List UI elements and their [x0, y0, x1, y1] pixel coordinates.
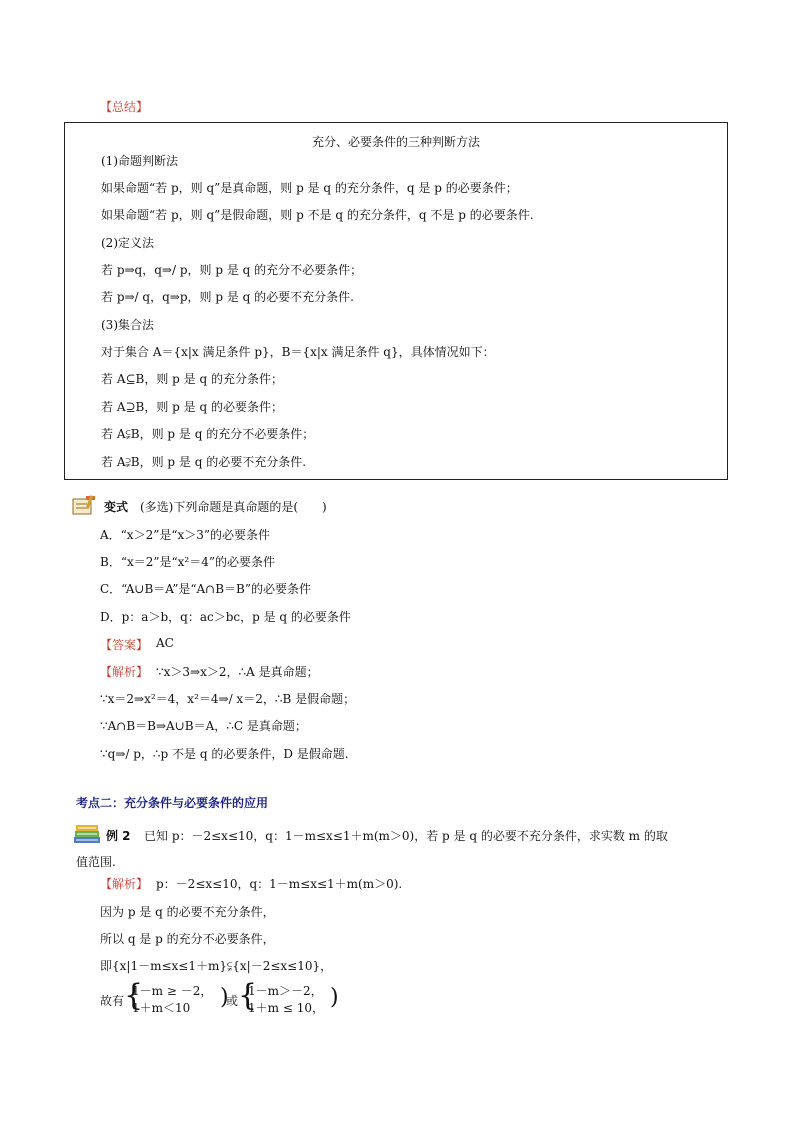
- system1-row1: 1－m ≥ －2，: [132, 984, 213, 998]
- box-line: 若 A⫋B，则 p 是 q 的充分不必要条件；: [101, 427, 315, 441]
- box-line: 若 A⫌B，则 p 是 q 的必要不充分条件.: [101, 455, 307, 469]
- box-line: 若 A⊆B，则 p 是 q 的充分条件；: [101, 372, 283, 386]
- example-label: 例 2: [106, 829, 131, 843]
- analysis-tag: 【解析】: [100, 665, 149, 679]
- analysis-line: ∵x＝2⇒x²＝4，x²＝4⇒/ x＝2，∴B 是假命题；: [100, 692, 356, 706]
- example-analysis-first: p：－2≤x≤10，q：1－m≤x≤1＋m(m＞0).: [156, 877, 403, 891]
- note-pencil-icon: [72, 494, 98, 516]
- example-text-line1: 已知 p：－2≤x≤10，q：1－m≤x≤1＋m(m＞0)，若 p 是 q 的必要不充分条件，求实数 m 的取: [144, 829, 668, 843]
- close-bracket: ): [330, 985, 339, 1010]
- system1-row2: 1＋m＜10: [132, 1001, 191, 1015]
- summary-tag: 【总结】: [100, 100, 149, 114]
- analysis-line: ∵x＞3⇒x＞2，∴A 是真命题；: [156, 665, 319, 679]
- option-b: B．“x＝2”是“x²＝4”的必要条件: [100, 555, 275, 569]
- option-d: D．p：a＞b，q：ac＞bc，p 是 q 的必要条件: [100, 610, 351, 624]
- example-analysis-tag: 【解析】: [100, 877, 149, 891]
- box-line: (1)命题判断法: [101, 154, 178, 168]
- left-brace: {: [124, 978, 144, 1013]
- summary-box: [64, 122, 728, 480]
- answer-tag: 【答案】: [100, 638, 149, 652]
- final-prefix: 故有: [100, 994, 125, 1008]
- box-line: 若 A⊇B，则 p 是 q 的必要条件；: [101, 400, 283, 414]
- example-line: 所以 q 是 p 的充分不必要条件，: [100, 932, 275, 946]
- box-line: 对于集合 A＝{x|x 满足条件 p}，B＝{x|x 满足条件 q}，具体情况如下：: [101, 345, 495, 359]
- books-icon: [72, 820, 102, 846]
- box-line: (3)集合法: [101, 318, 154, 332]
- option-a: A．“x＞2”是“x＞3”的必要条件: [100, 528, 271, 542]
- example-text-line2: 值范围.: [76, 855, 116, 869]
- section-heading: 考点二：充分条件与必要条件的应用: [76, 796, 269, 810]
- box-line: 若 p⇒/ q，q⇒p，则 p 是 q 的必要不充分条件.: [101, 290, 354, 304]
- box-line: (2)定义法: [101, 236, 154, 250]
- option-c: C．“A∪B＝A”是“A∩B＝B”的必要条件: [100, 582, 311, 596]
- box-title: 充分、必要条件的三种判断方法: [311, 135, 480, 149]
- system2-row1: 1－m＞－2，: [248, 984, 323, 998]
- example-line: 因为 p 是 q 的必要不充分条件，: [100, 905, 275, 919]
- system2-row2: 1＋m ≤ 10，: [248, 1001, 324, 1015]
- variant-question: (多选)下列命题是真命题的是( ): [140, 500, 327, 514]
- close-bracket: ): [220, 985, 229, 1010]
- example-line: 即{x|1－m≤x≤1＋m}⫋{x|－2≤x≤10}，: [100, 959, 333, 973]
- analysis-line: ∵A∩B＝B⇒A∪B＝A，∴C 是真命题；: [100, 719, 307, 733]
- box-line: 如果命题“若 p，则 q”是假命题，则 p 不是 q 的充分条件，q 不是 p 的必要条件.: [101, 208, 534, 222]
- left-brace: {: [238, 978, 258, 1013]
- variant-label: 变式: [104, 500, 129, 514]
- box-line: 若 p⇒q，q⇒/ p，则 p 是 q 的充分不必要条件；: [101, 263, 363, 277]
- analysis-line: ∵q⇒/ p，∴p 不是 q 的必要条件，D 是假命题.: [100, 747, 349, 761]
- or-word: 或: [226, 994, 239, 1008]
- box-line: 如果命题“若 p，则 q”是真命题，则 p 是 q 的充分条件，q 是 p 的必要条件；: [101, 181, 518, 195]
- answer-value: AC: [156, 636, 174, 650]
